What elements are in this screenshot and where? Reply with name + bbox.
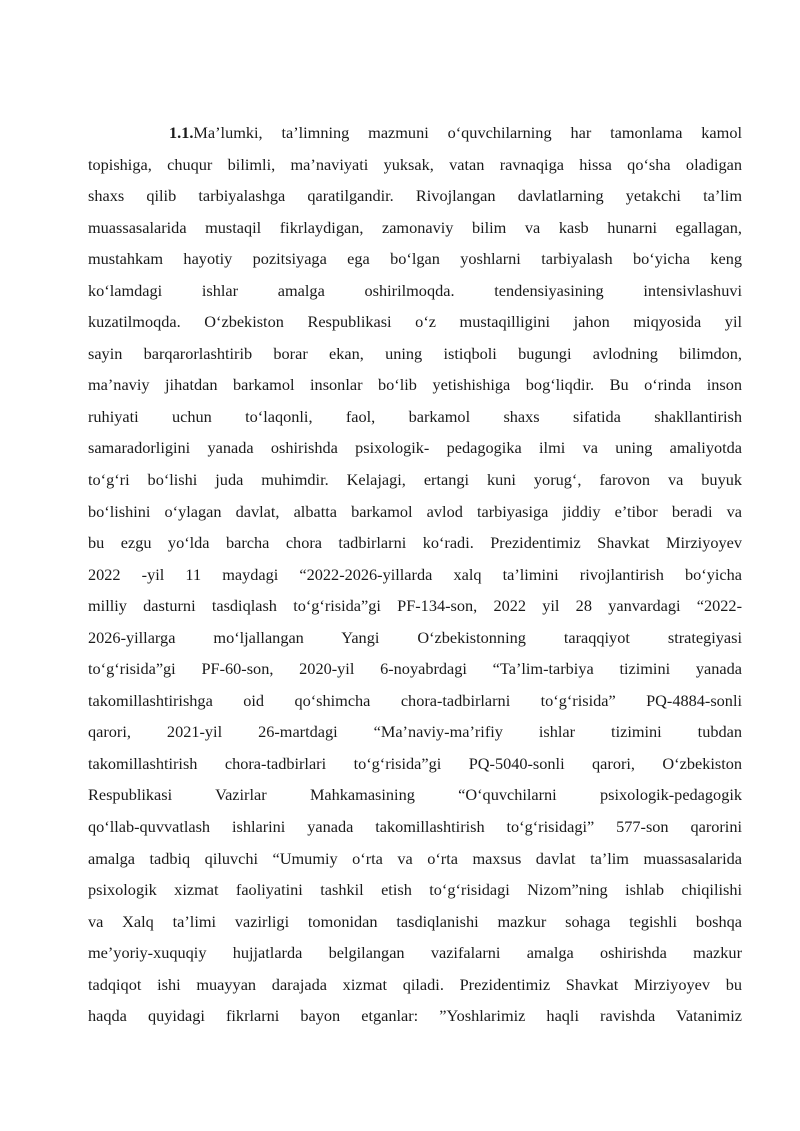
text-line: bu ezgu yo‘lda barcha chora tadbirlarni ko‘radi. Prezidentimiz Shavkat Mirziyoyev [88, 533, 742, 553]
text-line: ma’naviy jihatdan barkamol insonlar bo‘lib yetishishiga bog‘liqdir. Bu o‘rinda inson [88, 375, 742, 395]
text-line: samaradorligini yanada oshirishda psixologik- pedagogika ilmi va uning amaliyotda [88, 438, 742, 458]
text-line: va Xalq ta’limi vazirligi tomonidan tasdiqlanishi mazkur sohaga tegishli boshqa [88, 911, 742, 931]
text-line: 2022 -yil 11 maydagi “2022-2026-yillarda xalq ta’limini rivojlantirish bo‘yicha [88, 564, 742, 584]
text-line: 2026-yillarga mo‘ljallangan Yangi O‘zbekistonning taraqqiyot strategiyasi [88, 627, 742, 647]
text-line: Respublikasi Vazirlar Mahkamasining “O‘quvchilarni psixologik-pedagogik [88, 785, 742, 805]
paragraph-first-line [88, 117, 742, 149]
text-line: takomillashtirish chora-tadbirlari to‘g‘risida”gi PQ-5040-sonli qarori, O‘zbekiston [88, 753, 742, 773]
paragraph-body [88, 149, 742, 1032]
text-line: qo‘llab-quvvatlash ishlarini yanada takomillashtirish to‘g‘risidagi” 577-son qarorini [88, 817, 742, 837]
text-line: topishiga, chuqur bilimli, ma’naviyati yuksak, vatan ravnaqiga hissa qo‘sha oladigan [88, 154, 742, 174]
section-number: 1.1. [169, 123, 194, 142]
text-line: muassasalarida mustaqil fikrlaydigan, zamonaviy bilim va kasb hunarni egallagan, [88, 217, 742, 237]
text-line: psixologik xizmat faoliyatini tashkil etish to‘g‘risidagi Nizom”ning ishlab chiqilishi [88, 880, 742, 900]
text-line: me’yoriy-xuquqiy hujjatlarda belgilangan vazifalarni amalga oshirishda mazkur [88, 943, 742, 963]
text-line: qarori, 2021-yil 26-martdagi “Ma’naviy-ma’rifiy ishlar tizimini tubdan [88, 722, 742, 742]
text-line: haqda quyidagi fikrlarni bayon etganlar: ”Yoshlarimiz haqli ravishda Vatanimiz [88, 1006, 742, 1026]
text-line: ko‘lamdagi ishlar amalga oshirilmoqda. tendensiyasining intensivlashuvi [88, 280, 742, 300]
text-line: shaxs qilib tarbiyalashga qaratilgandir. Rivojlangan davlatlarning yetakchi ta’lim [88, 186, 742, 206]
document-page [88, 117, 742, 1032]
text-line: bo‘lishini o‘ylagan davlat, albatta barkamol avlod tarbiyasiga jiddiy e’tibor beradi va [88, 501, 742, 521]
text-line: mustahkam hayotiy pozitsiyaga ega bo‘lgan yoshlarni tarbiyalash bo‘yicha keng [88, 249, 742, 269]
first-line-text: Ma’lumki, ta’limning mazmuni o‘quvchilarning har tamonlama kamol [193, 123, 742, 142]
text-line: to‘g‘ri bo‘lishi juda muhimdir. Kelajagi, ertangi kuni yorug‘, farovon va buyuk [88, 470, 742, 490]
text-line: ruhiyati uchun to‘laqonli, faol, barkamol shaxs sifatida shakllantirish [88, 406, 742, 426]
text-line: tadqiqot ishi muayyan darajada xizmat qiladi. Prezidentimiz Shavkat Mirziyoyev bu [88, 974, 742, 994]
text-line: kuzatilmoqda. O‘zbekiston Respublikasi o‘z mustaqilligini jahon miqyosida yil [88, 312, 742, 332]
text-line: takomillashtirishga oid qo‘shimcha chora-tadbirlarni to‘g‘risida” PQ-4884-sonli [88, 690, 742, 710]
text-line: milliy dasturni tasdiqlash to‘g‘risida”gi PF-134-son, 2022 yil 28 yanvardagi “2022- [88, 596, 742, 616]
text-line: to‘g‘risida”gi PF-60-son, 2020-yil 6-noyabrdagi “Ta’lim-tarbiya tizimini yanada [88, 659, 742, 679]
text-line: sayin barqarorlashtirib borar ekan, uning istiqboli bugungi avlodning bilimdon, [88, 343, 742, 363]
text-line: amalga tadbiq qiluvchi “Umumiy o‘rta va o‘rta maxsus davlat ta’lim muassasalarida [88, 848, 742, 868]
